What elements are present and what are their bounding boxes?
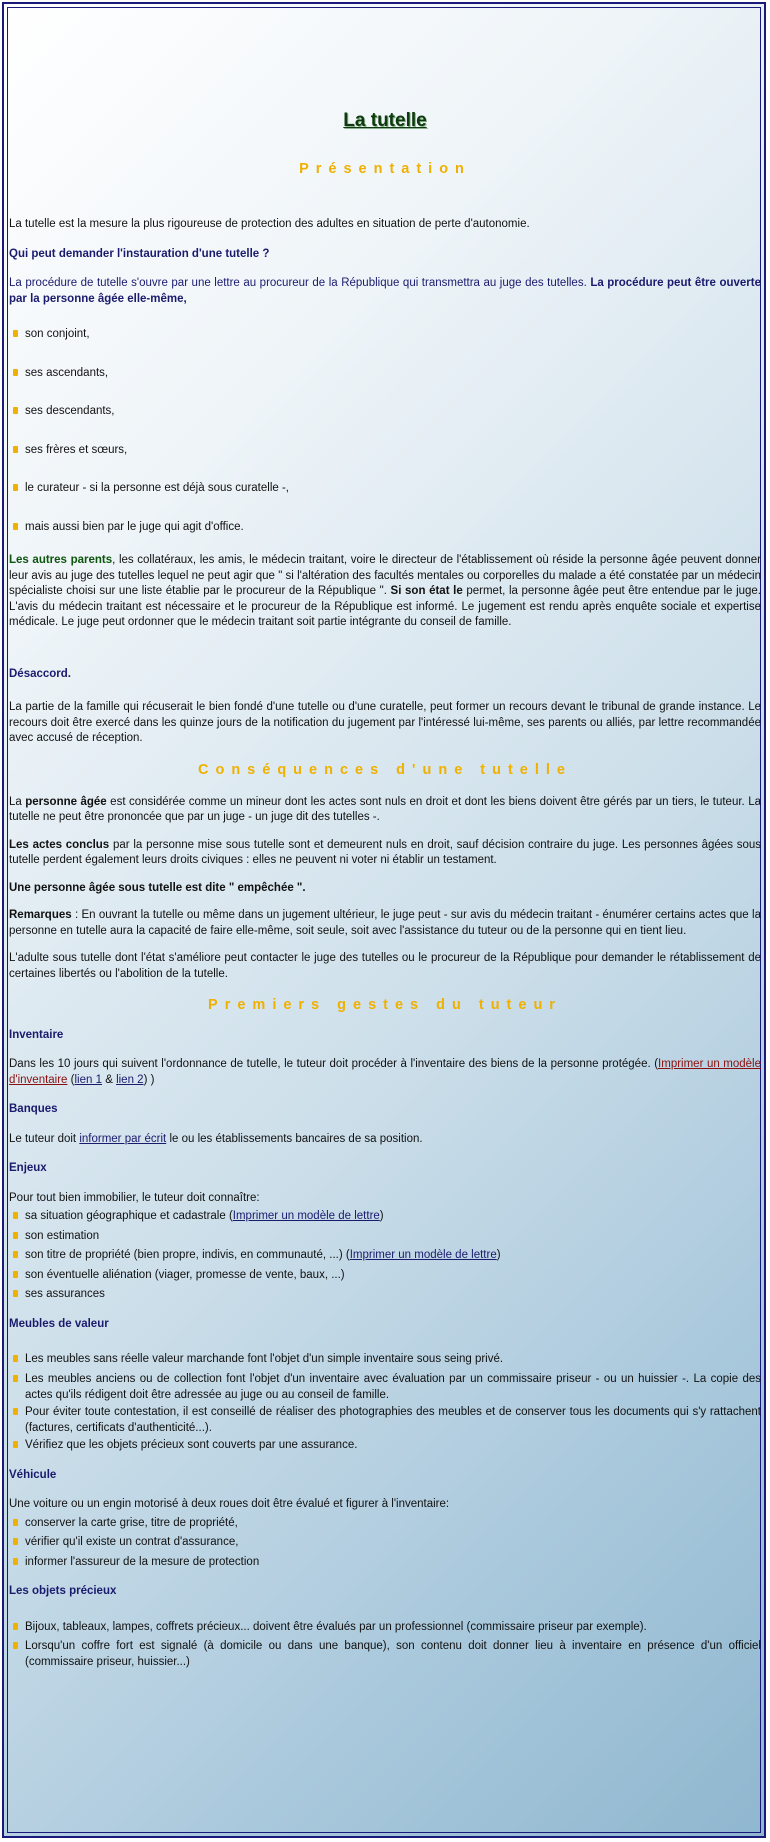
inventaire-model-link[interactable]: Imprimer un modèle d'inventaire [9,1058,761,1086]
bullet-icon [13,1408,18,1415]
enjeux-heading: Enjeux [9,1162,47,1175]
bullet-icon [13,330,18,337]
bullet-icon [13,1375,18,1382]
section-title-consequences: Conséquences d'une tutelle [198,762,572,778]
bullet-icon [13,523,18,530]
bullet-icon [13,1232,18,1239]
bullet-icon [13,1251,18,1258]
bullet-icon [13,1623,18,1630]
list-item: ses descendants, [9,404,761,420]
document-content [9,108,761,1670]
remarques-paragraph: Remarques : En ouvrant la tutelle ou même dans un jugement ultérieur, le juge peut - sur avis du médecin traitant - énumérer certains actes que la personne en tutelle aura la capacité de faire elle-même, soit seule, soit avec l'assistance du tuteur ou de la personne qui en tient lieu. [9,909,761,937]
meubles-heading: Meubles de valeur [9,1317,109,1330]
precieux-list [9,1620,761,1671]
list-item: conserver la carte grise, titre de propriété, [9,1516,761,1532]
inventaire-link-2[interactable]: lien 2 [116,1073,144,1086]
vehicule-heading: Véhicule [9,1468,57,1481]
list-item: sa situation géographique et cadastrale (Imprimer un modèle de lettre) [9,1209,761,1225]
procedure-text: La procédure de tutelle s'ouvre par une lettre au procureur de la République qui transmettra au juge des tutelles. [9,277,587,290]
meubles-list [9,1352,761,1453]
letter-model-link[interactable]: Imprimer un modèle de lettre [232,1210,380,1223]
list-item: son éventuelle aliénation (viager, promesse de vente, baux, ...) [9,1268,761,1284]
bullet-icon [13,1355,18,1362]
enjeux-intro: Pour tout bien immobilier, le tuteur doit connaître: [9,1191,260,1204]
informer-link[interactable]: informer par écrit [79,1132,167,1145]
banques-paragraph: Le tuteur doit informer par écrit le ou les établissements bancaires de sa position. [9,1132,423,1145]
vehicule-intro: Une voiture ou un engin motorisé à deux roues doit être évalué et figurer à l'inventaire: [9,1498,450,1511]
procedure-bold: La procédure peut être ouverte par la personne âgée elle-même, [9,277,761,305]
bullet-icon [13,369,18,376]
inventaire-heading: Inventaire [9,1028,64,1041]
list-item: le curateur - si la personne est déjà sous curatelle -, [9,481,761,497]
others-lead: Les autres parents [9,554,113,567]
enjeux-list [9,1209,761,1303]
bullet-icon [13,1558,18,1565]
list-item: son conjoint, [9,327,761,343]
procedure-paragraph [9,276,761,307]
bullet-icon [13,1290,18,1297]
list-item: ses frères et sœurs, [9,443,761,459]
list-item: Les meubles anciens ou de collection font l'objet d'un inventaire avec évaluation par un commissaire priseur - ou un huissier -. La copie des actes qu'ils rédigent doit être adressée au juge ou au conseil de famille. [9,1372,761,1403]
consequences-p1: La personne âgée est considérée comme un mineur dont les actes sont nuls en droit et dont les biens doivent être gérés par un tiers, le tuteur. La tutelle ne peut être prononcée que par un juge - un juge dit des tutelles -. [9,795,761,824]
consequences-p3: Une personne âgée sous tutelle est dite " empêchée ". [9,881,306,894]
precieux-heading: Les objets précieux [9,1585,117,1598]
intro-paragraph: La tutelle est la mesure la plus rigoureuse de protection des adultes en situation de perte d'autonomie. [9,218,530,231]
list-item: Pour éviter toute contestation, il est conseillé de réaliser des photographies des meubles et de conserver tous les documents qui s'y rattachent (factures, certificats d'authenticité...). [9,1405,761,1436]
list-item: son estimation [9,1229,761,1245]
bullet-icon [13,1212,18,1219]
list-item: vérifier qu'il existe un contrat d'assurance, [9,1535,761,1551]
inventaire-paragraph: Dans les 10 jours qui suivent l'ordonnance de tutelle, le tuteur doit procéder à l'inventaire des biens de la personne protégée. (Imprimer un modèle d'inventaire (lien 1 & lien 2) ) [9,1058,761,1086]
bullet-icon [13,1519,18,1526]
list-item: Les meubles sans réelle valeur marchande font l'objet d'un simple inventaire sous seing privé. [9,1352,761,1368]
who-list [9,327,761,535]
bullet-icon [13,407,18,414]
list-item: Vérifiez que les objets précieux sont couverts par une assurance. [9,1438,761,1454]
letter-model-link[interactable]: Imprimer un modèle de lettre [349,1249,497,1262]
consequences-p5: L'adulte sous tutelle dont l'état s'améliore peut contacter le juge des tutelles ou le procureur de la République pour demander le rétablissement de certaines libertés ou l'abolition de la tutelle. [9,952,761,980]
section-title-presentation: Présentation [299,160,471,177]
desaccord-paragraph: La partie de la famille qui récuserait le bien fondé d'une tutelle ou d'une curatelle, peut former un recours devant le tribunal de grande instance. Le recours doit être exercé dans les quinze jours de la notification du jugement par l'intéressé lui-même, ses parents ou alliés, par lettre recommandée avec accusé de réception. [9,701,761,745]
list-item: informer l'assureur de la mesure de protection [9,1555,761,1571]
bullet-icon [13,484,18,491]
banques-heading: Banques [9,1103,58,1116]
list-item: Bijoux, tableaux, lampes, coffrets précieux... doivent être évalués par un professionnel (commissaire priseur par exemple). [9,1620,761,1636]
bullet-icon [13,1271,18,1278]
inventaire-link-1[interactable]: lien 1 [74,1073,102,1086]
list-item: ses assurances [9,1287,761,1303]
bullet-icon [13,446,18,453]
question-heading: Qui peut demander l'instauration d'une tutelle ? [9,247,270,260]
bullet-icon [13,1538,18,1545]
others-paragraph: Les autres parents, les collatéraux, les amis, le médecin traitant, voire le directeur de l'établissement où réside la personne âgée peuvent donner leur avis au juge des tutelles lequel ne peut agir que " si l'altération des facultés mentales ou corporelles du malade a été constatée par un médecin spécialiste choisi sur une liste établie par le procureur de la République ". Si son état le permet, la personne âgée peut être entendue par le juge. L'avis du médecin traitant est nécessaire et le procureur de la République est informé. Le jugement est rendu après enquête sociale et expertise médicale. Le juge peut ordonner que le médecin traitant soit partie intégrante du conseil de famille. [9,554,762,629]
vehicule-list [9,1516,761,1571]
list-item: ses ascendants, [9,366,761,382]
page-title: La tutelle [343,110,427,131]
list-item: mais aussi bien par le juge qui agit d'office. [9,520,761,536]
list-item: son titre de propriété (bien propre, indivis, en communauté, ...) (Imprimer un modèle de lettre) [9,1248,761,1264]
section-title-gestes: Premiers gestes du tuteur [208,997,562,1014]
list-item: Lorsqu'un coffre fort est signalé (à domicile ou dans une banque), son contenu doit donner lieu à inventaire en présence d'un officiel (commissaire priseur, huissier...) [9,1639,761,1670]
bullet-icon [13,1642,18,1649]
bullet-icon [13,1441,18,1448]
desaccord-heading: Désaccord. [9,667,72,680]
consequences-p2: Les actes conclus par la personne mise sous tutelle sont et demeurent nuls en droit, sauf décision contraire du juge. Les personnes âgées sous tutelle perdent également leurs droits civiques : elles ne peuvent ni voter ni établir un testament. [9,838,762,867]
